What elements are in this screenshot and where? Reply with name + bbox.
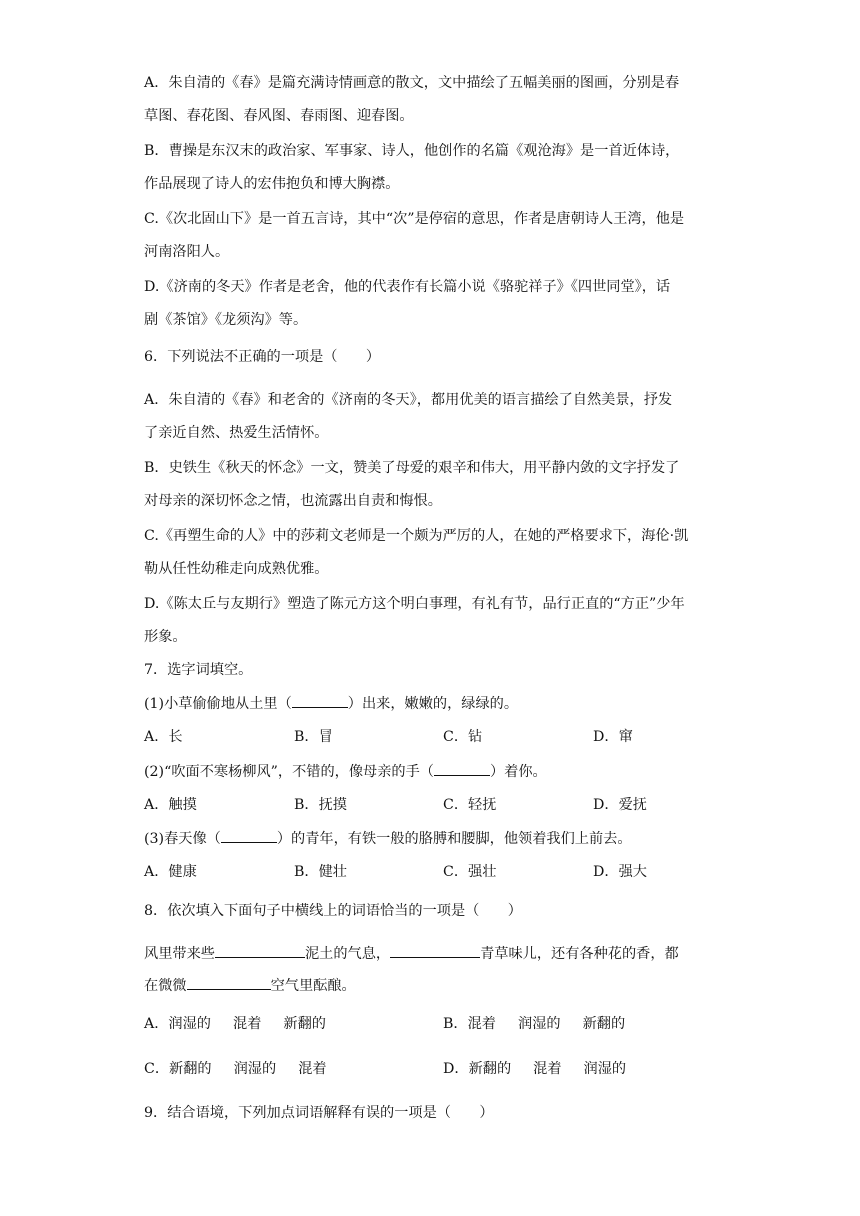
q5-option-a-line1: A．朱自清的《春》是篇充满诗情画意的散文，文中描绘了五幅美丽的图画，分别是春 bbox=[144, 75, 680, 91]
q7-s1-option-c: C．钻 bbox=[443, 729, 483, 745]
q8-blank-2 bbox=[390, 943, 480, 958]
q7-sentence-1 bbox=[144, 693, 518, 714]
q7-s2-text-before: (2)“吹面不寒杨柳风”，不错的，像母亲的手（ bbox=[144, 764, 434, 780]
q7-s3-text-after: ）的青年，有铁一般的胳膊和腰脚，他领着我们上前去。 bbox=[276, 831, 632, 847]
q5-option-c-line1: C.《次北固山下》是一首五言诗，其中“次”是停宿的意思，作者是唐朝诗人王湾，他是 bbox=[144, 211, 685, 227]
q7-s1-option-b: B．冒 bbox=[294, 729, 333, 745]
q8-blank-3 bbox=[187, 975, 271, 990]
q6-option-c-line1: C.《再塑生命的人》中的莎莉文老师是一个颇为严厉的人，在她的严格要求下，海伦·凯 bbox=[144, 528, 689, 544]
q8-d-word3: 润湿的 bbox=[583, 1061, 627, 1077]
q8-b-word2: 润湿的 bbox=[518, 1016, 561, 1032]
q7-s1-option-a: A．长 bbox=[144, 729, 183, 745]
q6-stem: 6．下列说法不正确的一项是（ ） bbox=[144, 349, 381, 365]
q8-sentence-line1 bbox=[144, 943, 679, 964]
q6-option-a-line1: A．朱自清的《春》和老舍的《济南的冬天》，都用优美的语言描绘了自然美景，抒发 bbox=[144, 392, 673, 408]
q8-option-a bbox=[144, 1014, 326, 1034]
q8-b-word3: 新翻的 bbox=[582, 1016, 626, 1032]
q8-l2-part2: 空气里酝酿。 bbox=[270, 978, 356, 994]
q9-stem: 9．结合语境，下列加点词语解释有误的一项是（ ） bbox=[144, 1105, 494, 1121]
q8-option-d bbox=[443, 1059, 626, 1079]
q7-sentence-2 bbox=[144, 761, 547, 782]
q5-option-c-line2: 河南洛阳人。 bbox=[144, 244, 230, 260]
q7-s3-option-b: B．健壮 bbox=[294, 864, 347, 880]
q5-option-b-line1: B．曹操是东汉末的政治家、军事家、诗人，他创作的名篇《观沧海》是一首近体诗， bbox=[144, 143, 680, 159]
q6-option-c-line2: 勒从任性幼稚走向成熟优雅。 bbox=[144, 561, 329, 577]
q7-s1-text-after: ）出来，嫩嫩的，绿绿的。 bbox=[347, 696, 519, 712]
q8-option-c bbox=[144, 1059, 327, 1079]
q8-l1-part3: 青草味儿，还有各种花的香，都 bbox=[480, 946, 679, 962]
q6-option-b-line2: 对母亲的深切怀念之情，也流露出自责和悔恨。 bbox=[144, 493, 442, 509]
q7-s2-option-b: B．抚摸 bbox=[294, 797, 347, 813]
q5-option-a-line2: 草图、春花图、春风图、春雨图、迎春图。 bbox=[144, 108, 414, 124]
q6-option-d-line2: 形象。 bbox=[144, 629, 187, 645]
q5-option-d-line1: D.《济南的冬天》作者是老舍，他的代表作有长篇小说《骆驼祥子》《四世同堂》，话 bbox=[144, 279, 671, 295]
q8-l2-part1: 在微微 bbox=[144, 978, 187, 994]
q5-option-b-line2: 作品展现了诗人的宏伟抱负和博大胸襟。 bbox=[144, 176, 400, 192]
q7-stem: 7．选字词填空。 bbox=[144, 662, 253, 678]
q8-blank-1 bbox=[215, 943, 305, 958]
q8-a-word2: 混着 bbox=[233, 1016, 262, 1032]
q8-l1-part2: 泥土的气息， bbox=[304, 946, 391, 962]
q8-sentence-line2 bbox=[144, 975, 356, 996]
q7-s2-text-after: ）着你。 bbox=[489, 764, 547, 780]
q7-s3-blank bbox=[221, 828, 277, 843]
q7-sentence-3 bbox=[144, 828, 632, 849]
q6-option-d-line1: D.《陈太丘与友期行》塑造了陈元方这个明白事理，有礼有节，品行正直的“方正”少年 bbox=[144, 596, 685, 612]
q8-a-word1: A．润湿的 bbox=[144, 1016, 211, 1032]
q7-s1-text-before: (1)小草偷偷地从土里（ bbox=[144, 696, 292, 712]
q8-a-word3: 新翻的 bbox=[283, 1016, 326, 1032]
q8-d-word2: 混着 bbox=[533, 1061, 562, 1077]
q7-s2-option-c: C．轻抚 bbox=[443, 797, 497, 813]
q8-stem: 8．依次填入下面句子中横线上的词语恰当的一项是（ ） bbox=[144, 903, 522, 919]
q7-s1-blank bbox=[292, 693, 348, 708]
q7-s3-option-d: D．强大 bbox=[593, 864, 647, 880]
q5-option-d-line2: 剧《茶馆》《龙须沟》等。 bbox=[144, 312, 308, 328]
q7-s3-option-c: C．强壮 bbox=[443, 864, 497, 880]
q7-s3-option-a: A．健康 bbox=[144, 864, 197, 880]
q8-d-word1: D．新翻的 bbox=[443, 1061, 512, 1077]
q7-s2-option-a: A．触摸 bbox=[144, 797, 197, 813]
q7-s3-text-before: (3)春天像（ bbox=[144, 831, 221, 847]
q8-option-b bbox=[443, 1014, 625, 1034]
q8-b-word1: B．混着 bbox=[443, 1016, 496, 1032]
q7-s1-option-d: D．窜 bbox=[593, 729, 633, 745]
q6-option-b-line1: B．史铁生《秋天的怀念》一文，赞美了母爱的艰辛和伟大，用平静内敛的文字抒发了 bbox=[144, 460, 680, 476]
q8-c-word1: C．新翻的 bbox=[144, 1061, 212, 1077]
q7-s2-option-d: D．爱抚 bbox=[593, 797, 647, 813]
q8-l1-part1: 风里带来些 bbox=[144, 946, 215, 962]
q7-s2-blank bbox=[434, 761, 490, 776]
q8-c-word2: 润湿的 bbox=[233, 1061, 277, 1077]
q6-option-a-line2: 了亲近自然、热爱生活情怀。 bbox=[144, 425, 329, 441]
q8-c-word3: 混着 bbox=[298, 1061, 327, 1077]
